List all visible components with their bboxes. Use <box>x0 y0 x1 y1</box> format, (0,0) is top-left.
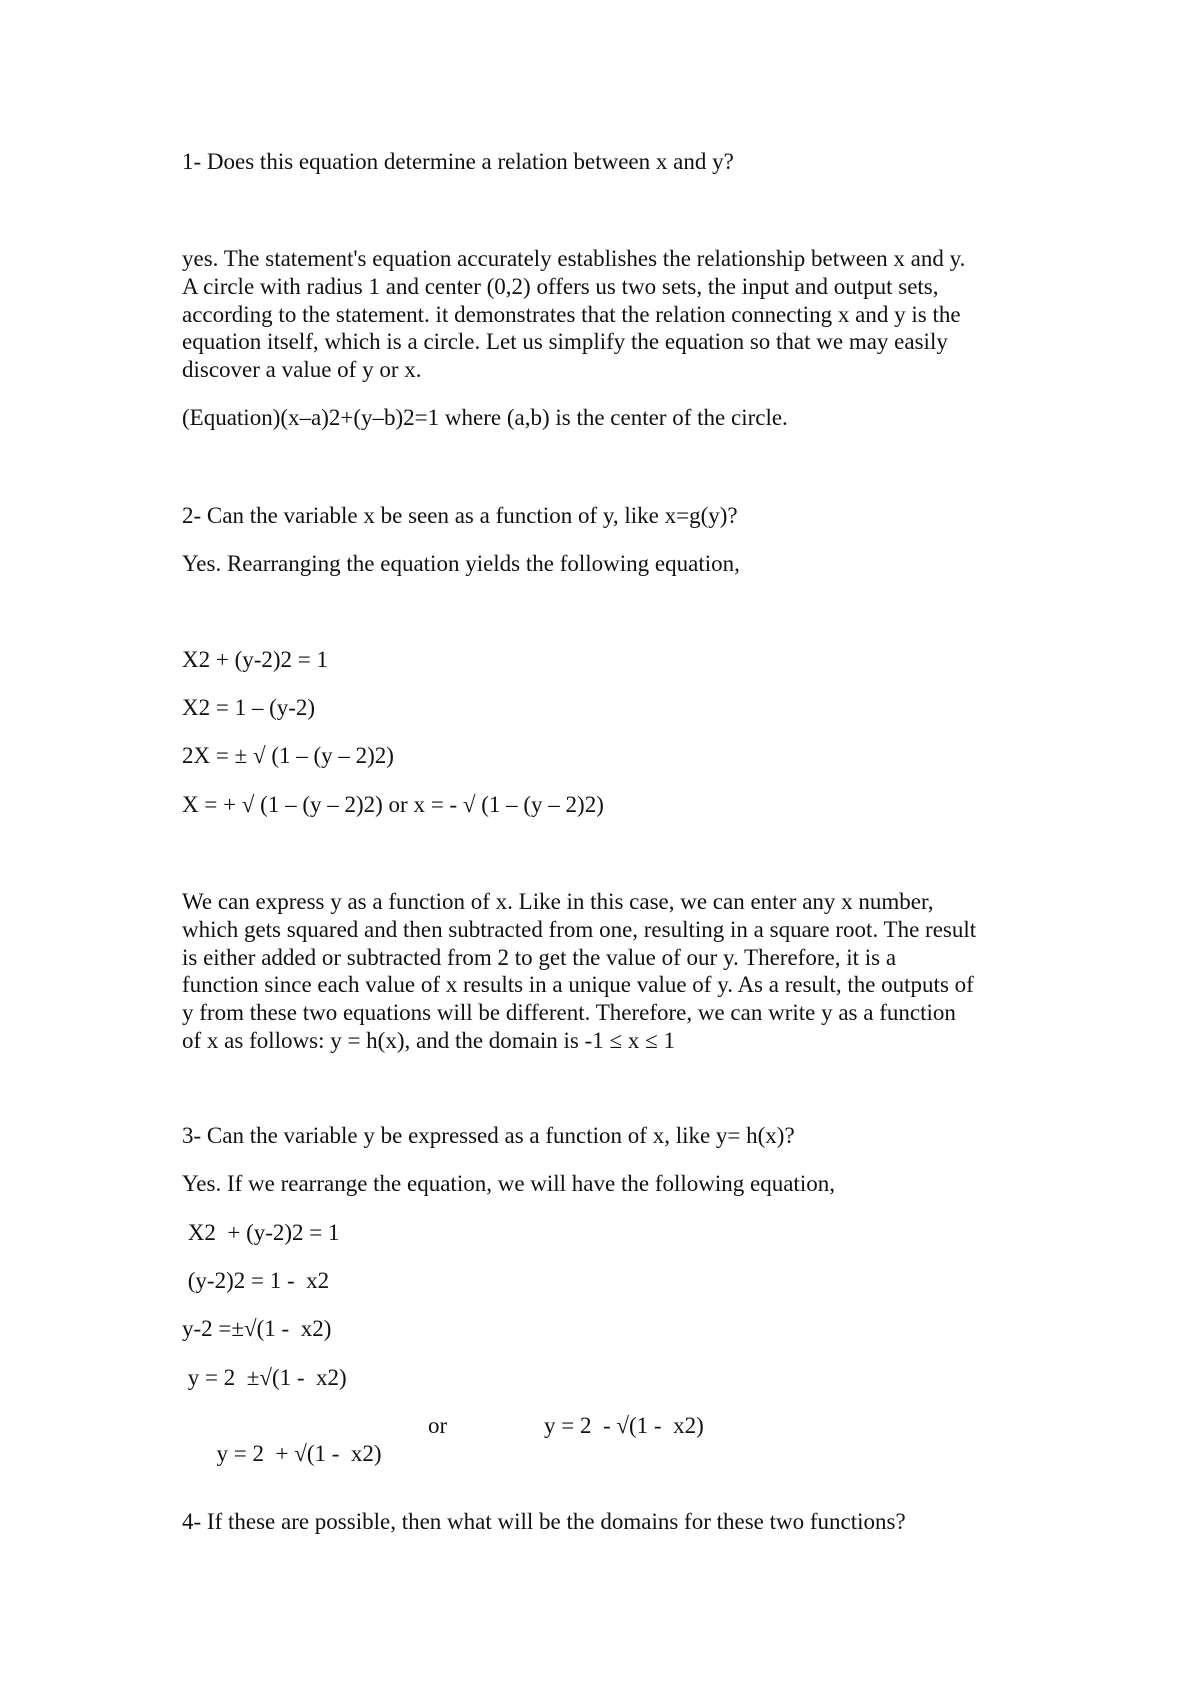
equation-step: 2X = ± √ (1 – (y – 2)2) <box>182 743 394 768</box>
equation-step: y = 2 ±√(1 - x2) <box>182 1365 347 1390</box>
final-equations-row <box>182 1412 382 1496</box>
question-2: 2- Can the variable x be seen as a function of y, like x=g(y)? <box>182 503 738 528</box>
equation-step: X = + √ (1 – (y – 2)2) or x = - √ (1 – (y – 2)2) <box>182 792 604 817</box>
question-1: 1- Does this equation determine a relation between x and y? <box>182 149 734 174</box>
answer-3-intro: Yes. If we rearrange the equation, we will have the following equation, <box>182 1171 835 1196</box>
equation-step: y-2 =±√(1 - x2) <box>182 1316 332 1341</box>
question-4: 4- If these are possible, then what will be the domains for these two functions? <box>182 1509 906 1534</box>
answer-1-paragraph: yes. The statement's equation accurately establishes the relationship between x and y. A circle with radius 1 and center (0,2) offers us two sets, the input and output sets, according to the statement. it demonstrates that the relation connecting x and y is the equation itself, which is a circle. Let us simplify the equation so that we may easily discover a value of y or x. <box>182 246 966 383</box>
equation-step: X2 + (y-2)2 = 1 <box>182 1220 340 1245</box>
answer-2-explanation: We can express y as a function of x. Like in this case, we can enter any x number, which gets squared and then subtracted from one, resulting in a square root. The result is either added or subtracted from 2 to get the value of our y. Therefore, it is a function since each value of x results in a unique value of y. As a result, the outputs of y from these two equations will be different. Therefore, we can write y as a function of x as follows: y = h(x), and the domain is -1 ≤ x ≤ 1 <box>182 889 977 1053</box>
equation-step: X2 + (y-2)2 = 1 <box>182 647 329 672</box>
equation-step: X2 = 1 – (y-2) <box>182 695 316 720</box>
final-equation-plus: y = 2 + √(1 - x2) <box>205 1441 382 1466</box>
question-3: 3- Can the variable y be expressed as a function of x, like y= h(x)? <box>182 1123 795 1148</box>
equation-step: (y-2)2 = 1 - x2 <box>182 1268 330 1293</box>
circle-equation: (Equation)(x–a)2+(y–b)2=1 where (a,b) is the center of the circle. <box>182 405 788 430</box>
answer-2-intro: Yes. Rearranging the equation yields the following equation, <box>182 551 740 576</box>
or-separator: or <box>428 1413 448 1438</box>
final-equation-minus: y = 2 - √(1 - x2) <box>544 1413 704 1438</box>
